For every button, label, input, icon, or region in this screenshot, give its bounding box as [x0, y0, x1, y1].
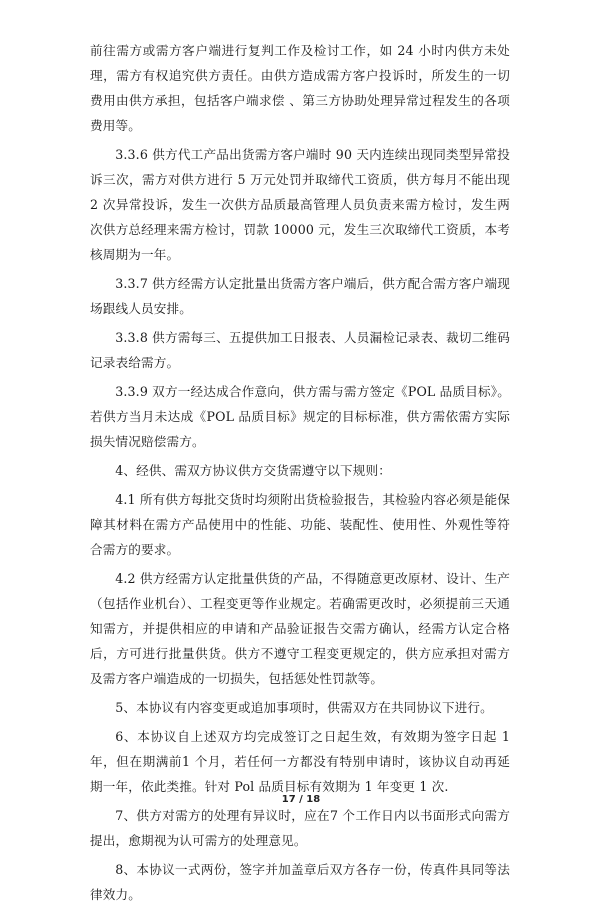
paragraph-3-3-6: 3.3.6 供方代工产品出货需方客户端时 90 天内连续出现同类型异常投诉三次，需方对供方进行 5 万元处罚并取缔代工资质，供方每月不能出现 2 次异常投诉，发生一次供方品质最高管理人员负责来需方检讨，发生两次供方总经理来需方检讨，罚款 10000 元，发生三次取缔代工资质，本考核周期为一年。 [90, 147, 510, 262]
paragraph-4-1: 4.1 所有供方每批交货时均须附出货检验报告，其检验内容必须是能保障其材料在需方产品使用中的性能、功能、装配性、使用性、外观性等符合需方的要求。 [90, 492, 510, 557]
paragraph-4-2: 4.2 供方经需方认定批量供货的产品，不得随意更改原材、设计、生产（包括作业机台）、工程变更等作业规定。若确需更改时，必须提前三天通知需方，并提供相应的申请和产品验证报告交需方确认，经需方认定合格后，方可进行批量供货。供方不遵守工程变更规定的，供方应承担对需方及需方客户端造成的一切损失，包括惩处性罚款等。 [90, 571, 510, 686]
paragraph-4: 4、经供、需双方协议供方交货需遵守以下规则： [115, 463, 391, 478]
paragraph-3-3-7: 3.3.7 供方经需方认定批量出货需方客户端后，供方配合需方客户端现场跟线人员安排。 [90, 276, 510, 316]
paragraph-3-3-8: 3.3.8 供方需每三、五提供加工日报表、人员漏检记录表、裁切二维码记录表给需方。 [90, 330, 510, 370]
document-body [90, 38, 510, 911]
paragraph-5: 5、本协议有内容变更或追加事项时，供需双方在共同协议下进行。 [115, 700, 493, 715]
page-number: 17 / 18 [281, 794, 321, 805]
paragraph-6: 6、本协议自上述双方均完成签订之日起生效，有效期为签字日起 1 年，但在期满前1 个月，若任何一方都没有特别申请时，该协议自动再延期一年，依此类推。针对 Pol 品质目标有效期为 1 年变更 1 次. [90, 729, 510, 794]
paragraph-7: 7、供方对需方的处理有异议时，应在7 个工作日内以书面形式向需方提出，愈期视为认可需方的处理意见。 [90, 808, 510, 848]
paragraph-continuation: 前往需方或需方客户端进行复判工作及检讨工作，如 24 小时内供方未处理，需方有权追究供方责任。由供方造成需方客户投诉时，所发生的一切费用由供方承担，包括客户端求偿 、第三方协助处理异常过程发生的各项费用等。 [90, 43, 510, 133]
paragraph-8: 8、本协议一式两份，签字并加盖章后双方各存一份，传真件具同等法律效力。 [90, 862, 510, 902]
paragraph-3-3-9: 3.3.9 双方一经达成合作意向，供方需与需方签定《POL 品质目标》。若供方当月未达成《POL 品质目标》规定的目标标准，供方需依需方实际损失情况赔偿需方。 [90, 384, 510, 449]
